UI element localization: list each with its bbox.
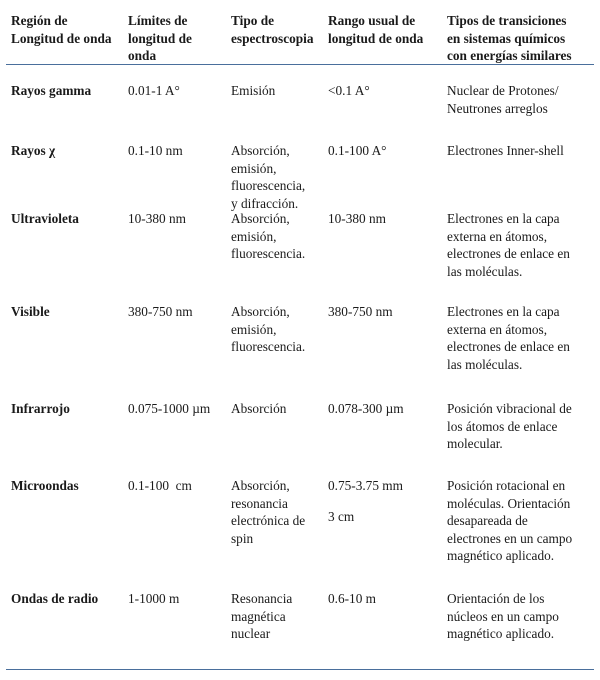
row-transitions <box>447 590 559 643</box>
row-type-line: emisión, <box>231 160 277 176</box>
row-transitions-line: molecular. <box>447 436 503 452</box>
row-limits: 380-750 nm <box>128 304 193 319</box>
row-transitions-line: electrones de enlace en <box>447 246 570 262</box>
row-type-line: emisión, <box>231 321 277 337</box>
header-type <box>231 12 313 47</box>
row-transitions <box>447 210 570 280</box>
header-transitions <box>447 12 572 65</box>
row-type-line: Resonancia <box>231 591 293 606</box>
row-type-line: Absorción, <box>231 211 290 226</box>
header-line: en sistemas químicos <box>447 30 566 46</box>
header-line: Rango usual de <box>328 13 416 28</box>
header-line: longitud de <box>128 30 192 46</box>
header-line: espectroscopia <box>231 30 314 46</box>
row-transitions-line: Electrones Inner-shell <box>447 143 564 158</box>
row-transitions-line: desapareada de <box>447 513 528 529</box>
row-limits: 0.01-1 A° <box>128 83 180 98</box>
row-range <box>328 210 386 228</box>
header-line: Longitud de onda <box>11 30 112 46</box>
row-transitions-line: Electrones en la capa <box>447 304 560 319</box>
header-limits <box>128 12 192 65</box>
row-transitions-line: electrones en un campo <box>447 530 573 546</box>
row-limits: 0.1-10 nm <box>128 143 183 158</box>
row-region: Ondas de radio <box>11 591 99 606</box>
row-type <box>231 400 286 418</box>
row-transitions <box>447 303 570 373</box>
row-type <box>231 590 292 643</box>
row-region: Ultravioleta <box>11 211 79 226</box>
row-type-line: Absorción, <box>231 304 290 319</box>
row-type <box>231 82 275 100</box>
row-type <box>231 210 305 263</box>
row-transitions-line: Orientación de los <box>447 591 545 606</box>
row-transitions-line: moléculas. Orientación <box>447 495 571 511</box>
row-type-line: Absorción, <box>231 143 290 158</box>
row-transitions-line: Electrones en la capa <box>447 211 560 226</box>
row-type-line: Emisión <box>231 83 276 98</box>
row-transitions-line: externa en átomos, <box>447 228 548 244</box>
row-limits: 0.1-100 cm <box>128 478 192 493</box>
row-transitions-line: Posición vibracional de <box>447 401 572 416</box>
row-transitions-line: núcleos en un campo <box>447 608 559 624</box>
row-transitions-line: las moléculas. <box>447 356 523 372</box>
row-transitions-line: Neutrones arreglos <box>447 100 548 116</box>
row-region: Rayos gamma <box>11 83 92 98</box>
row-transitions-line: magnético aplicado. <box>447 626 555 642</box>
row-type <box>231 303 305 356</box>
header-line: Tipos de transiciones <box>447 13 567 28</box>
row-type-line: magnética <box>231 608 286 624</box>
row-type <box>231 477 305 547</box>
row-range <box>328 82 370 100</box>
row-type-line: fluorescencia. <box>231 246 306 262</box>
row-region: Infrarrojo <box>11 401 70 416</box>
row-region: Microondas <box>11 478 79 493</box>
header-range <box>328 12 423 47</box>
row-transitions <box>447 142 564 160</box>
row-type-line: electrónica de <box>231 513 306 529</box>
row-range-line: 0.75-3.75 mm <box>328 478 403 493</box>
header-line: Tipo de <box>231 13 274 28</box>
row-type-line: fluorescencia. <box>231 339 306 355</box>
row-region: Rayos χ <box>11 143 56 158</box>
row-type <box>231 142 305 212</box>
row-range-line: <0.1 A° <box>328 83 370 98</box>
row-range <box>328 142 387 160</box>
row-limits: 10-380 nm <box>128 211 186 226</box>
row-transitions-line: Posición rotacional en <box>447 478 566 493</box>
header-line: Región de <box>11 13 68 28</box>
header-line: longitud de onda <box>328 30 424 46</box>
row-range <box>328 590 376 608</box>
header-line: con energías similares <box>447 48 572 64</box>
row-transitions-line: los átomos de enlace <box>447 418 558 434</box>
row-type-line: resonancia <box>231 495 288 511</box>
row-range-line: 3 cm <box>328 509 355 524</box>
row-region: Visible <box>11 304 50 319</box>
row-type-line: spin <box>231 530 254 546</box>
table-bottom-rule <box>6 669 594 670</box>
row-transitions-line: externa en átomos, <box>447 321 548 337</box>
row-transitions <box>447 82 559 117</box>
row-range <box>328 303 393 321</box>
header-line: onda <box>128 48 157 64</box>
row-transitions <box>447 400 572 453</box>
row-range-line: 0.078-300 µm <box>328 401 404 416</box>
row-range-line: 10-380 nm <box>328 211 386 226</box>
row-type-line: emisión, <box>231 228 277 244</box>
row-type-line: fluorescencia, <box>231 178 306 194</box>
row-limits: 1-1000 m <box>128 591 180 606</box>
row-type-line: nuclear <box>231 626 271 642</box>
row-transitions-line: magnético aplicado. <box>447 548 555 564</box>
row-transitions-line: electrones de enlace en <box>447 339 570 355</box>
row-limits: 0.075-1000 µm <box>128 401 211 416</box>
row-range-line: 0.6-10 m <box>328 591 377 606</box>
row-transitions-line: las moléculas. <box>447 263 523 279</box>
row-range-line: 0.1-100 A° <box>328 143 387 158</box>
row-type-line: y difracción. <box>231 195 299 211</box>
row-transitions-line: Nuclear de Protones/ <box>447 83 559 98</box>
row-range-line: 380-750 nm <box>328 304 393 319</box>
row-range <box>328 400 404 418</box>
header-region <box>11 12 112 47</box>
row-transitions <box>447 477 572 565</box>
header-line: Límites de <box>128 13 188 28</box>
row-type-line: Absorción <box>231 401 287 416</box>
row-type-line: Absorción, <box>231 478 290 493</box>
